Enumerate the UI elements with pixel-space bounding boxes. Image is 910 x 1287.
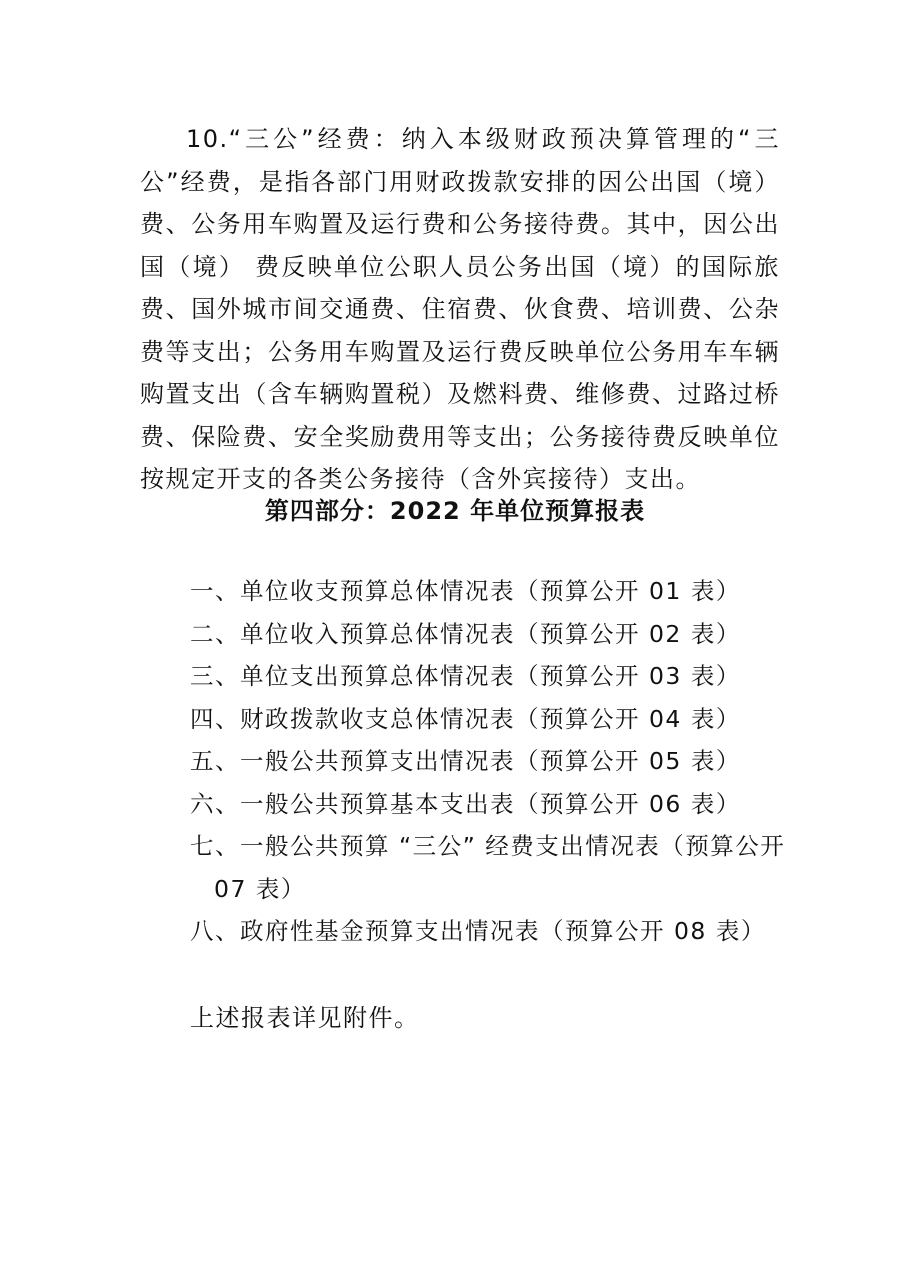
list-item: 五、一般公共预算支出情况表（预算公开 05 表） [190,747,741,775]
list-item: 一、单位收支预算总体情况表（预算公开 01 表） [190,577,741,605]
list-item: 八、政府性基金预算支出情况表（预算公开 08 表） [190,917,766,945]
paragraph-text: 10.“三公”经费：纳入本级财政预决算管理的“三公”经费，是指各部门用财政拨款安排的因公出国（境）费、公务用车购置及运行费和公务接待费。其中，因公出国（境） 费反映单位公职人员公务出国（境）的国际旅费、国外城市间交通费、住宿费、伙食费、培训费、公杂费等支出；公务用车购置及运行费反映单位公务用车车辆购置支出（含车辆购置税）及燃料费、维修费、过路过桥费、保险费、安全奖励费用等支出；公务接待费反映单位按规定开支的各类公务接待（含外宾接待）支出。 [140,125,780,493]
list-item: 三、单位支出预算总体情况表（预算公开 03 表） [190,662,741,690]
list-item-label: 七、一般公共预算 “三公” 经费支出情况表（预算公开 [190,832,786,860]
section-heading: 第四部分：2022 年单位预算报表 [264,497,646,525]
list-item: 二、单位收入预算总体情况表（预算公开 02 表） [190,619,741,648]
list-item-continuation: 07 表） [214,874,306,903]
list-item: 四、财政拨款收支总体情况表（预算公开 04 表） [190,704,741,733]
list-item: 六、一般公共预算基本支出表（预算公开 06 表） [190,789,741,818]
attachment-note: 上述报表详见附件。 [190,1004,420,1032]
list-item [190,825,790,910]
paragraph-three-public-expenses [140,118,780,501]
report-table-list [190,570,790,953]
